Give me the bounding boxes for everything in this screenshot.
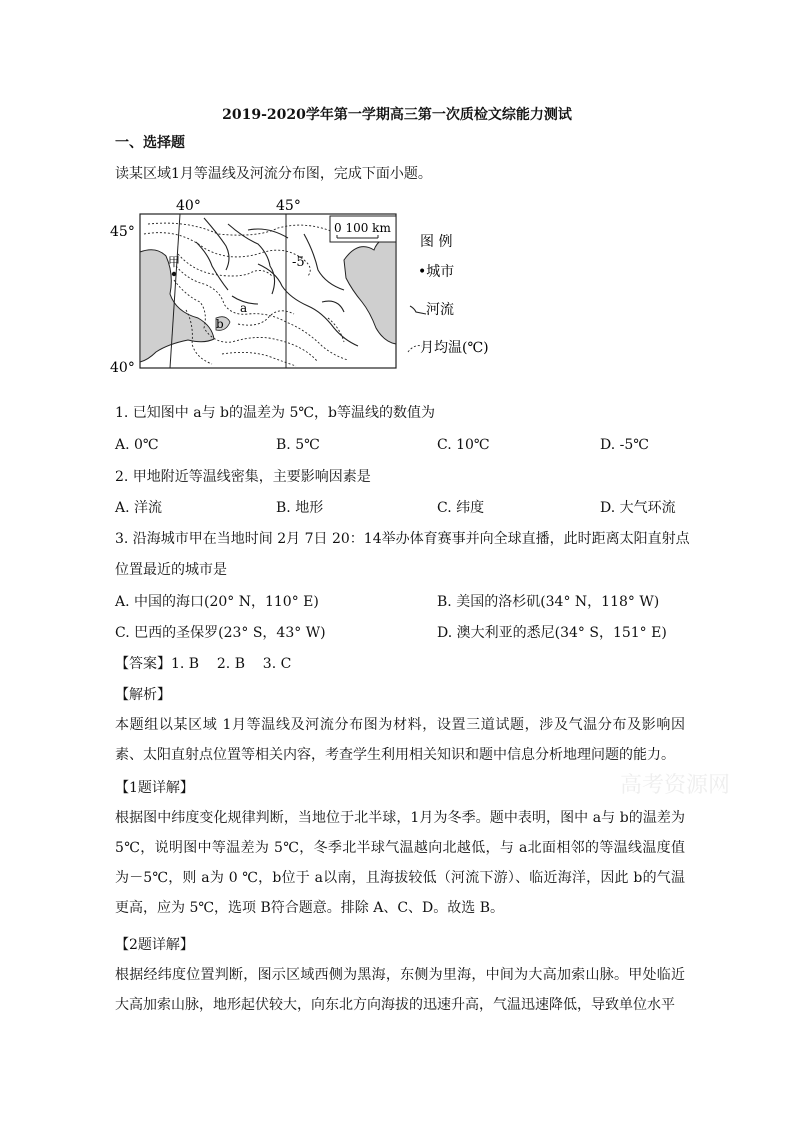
detail-2-text: 根据经纬度位置判断，图示区域西侧为黑海，东侧为里海，中间为大高加索山脉。甲处临近大高加索山脉，地形起伏较大，向东北方向海拔的迅速升高，气温迅速降低，导致单位水平 [115, 967, 685, 1013]
legend-river: 河流 [426, 302, 454, 318]
lat-label-45: 45° [110, 224, 135, 240]
isotherm-label: -5 [292, 255, 305, 270]
lon-label-40: 40° [176, 198, 201, 214]
watermark: 高考资源网 [620, 773, 731, 798]
section-heading: 一、选择题 [115, 135, 185, 151]
isotherm-river-map [108, 194, 508, 380]
q2-option-a: A. 洋流 [115, 500, 163, 516]
city-jia-label: 甲 [168, 255, 181, 269]
question-3-stem-line2: 位置最近的城市是 [115, 562, 227, 578]
q3-option-d: D. 澳大利亚的悉尼(34° S，151° E) [437, 625, 667, 641]
answer-line: 【答案】1. B 2. B 3. C [115, 656, 292, 672]
q2-option-b: B. 地形 [276, 500, 324, 516]
q2-option-d: D. 大气环流 [600, 500, 676, 516]
analysis-text: 本题组以某区域 1月等温线及河流分布图为材料，设置三道试题，涉及气温分布及影响因素、太阳直射点位置等相关内容，考查学生利用相关知识和题中信息分析地理问题的能力。 [115, 717, 685, 763]
legend-river-icon [410, 306, 426, 314]
detail-1-text: 根据图中纬度变化规律判断，当地位于北半球，1月为冬季。题中表明，图中 a与 b的温差为 5℃，说明图中等温差为 5℃，冬季北半球气温越向北越低，与 a北面相邻的等温线温度值为－5℃，则 a为 0 ℃，b位于 a以南，且海拔较低（河流下游）、临近海洋，因此 b的气温更高，应为 5℃，选项 B符合题意。排除 A、C、D。故选 B。 [115, 810, 685, 916]
lon-label-45: 45° [276, 198, 301, 214]
legend-isotherm: 月均温(℃) [420, 340, 489, 356]
point-b-label: b [216, 317, 224, 331]
detail-2-heading: 【2题详解】 [115, 937, 194, 953]
question-1-stem: 1. 已知图中 a与 b的温差为 5℃，b等温线的数值为 [115, 405, 435, 421]
q3-option-b: B. 美国的洛杉矶(34° N，118° W) [437, 594, 660, 610]
city-jia-dot [172, 272, 176, 276]
point-a-label: a [240, 301, 248, 315]
question-3-stem-line1: 3. 沿海城市甲在当地时间 2月 7日 20：14举办体育赛事并向全球直播，此时距离太阳直射点 [115, 531, 690, 547]
q1-option-d: D. -5℃ [600, 437, 649, 453]
q3-option-a: A. 中国的海口(20° N，110° E) [115, 594, 319, 610]
scale-text: 0 100 km [334, 221, 391, 235]
analysis-heading: 【解析】 [115, 687, 171, 703]
q3-option-c: C. 巴西的圣保罗(23° S，43° W) [115, 625, 326, 641]
question-2-stem: 2. 甲地附近等温线密集，主要影响因素是 [115, 469, 371, 485]
lat-label-40: 40° [110, 360, 135, 376]
question-intro: 读某区域1月等温线及河流分布图，完成下面小题。 [115, 166, 432, 182]
q1-option-a: A. 0℃ [115, 437, 159, 453]
legend-city: •城市 [418, 264, 455, 280]
legend-title: 图 例 [420, 234, 453, 250]
q2-option-c: C. 纬度 [437, 500, 485, 516]
exam-title: 2019-2020学年第一学期高三第一次质检文综能力测试 [222, 107, 572, 123]
q1-option-b: B. 5℃ [276, 437, 320, 453]
detail-1-heading: 【1题详解】 [115, 780, 194, 796]
q1-option-c: C. 10℃ [437, 437, 490, 453]
